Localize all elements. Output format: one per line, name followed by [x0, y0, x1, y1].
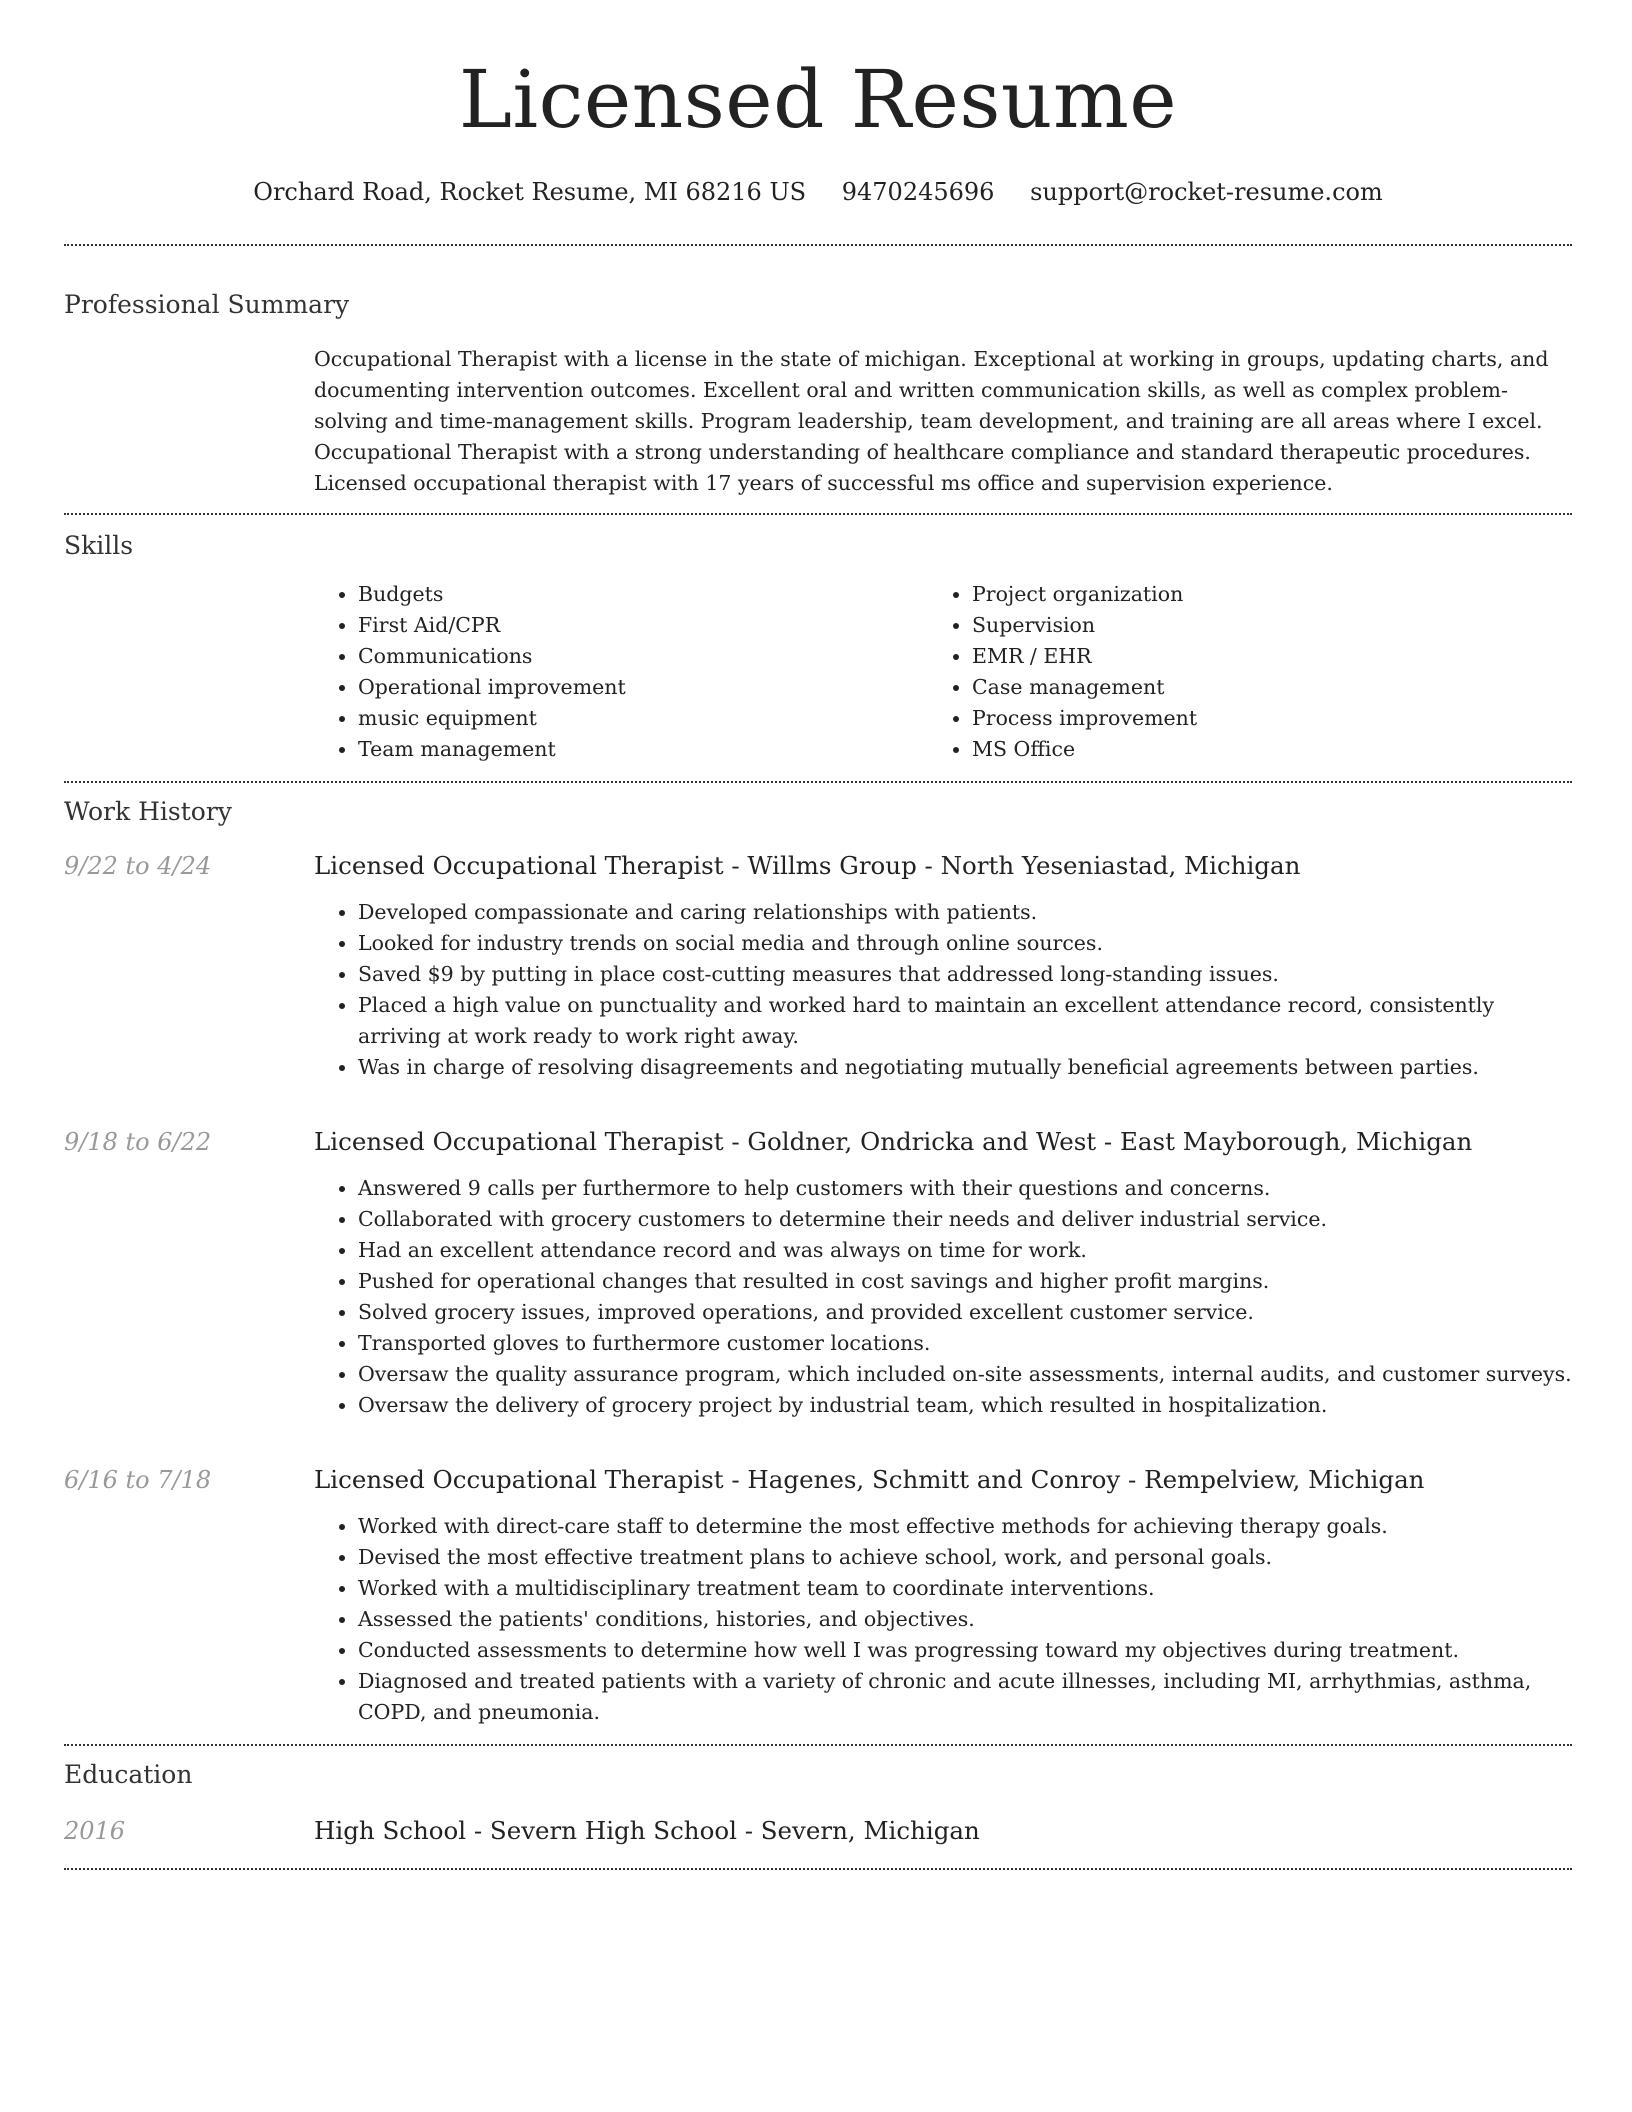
- job-entry: [64, 849, 1572, 1083]
- divider: [64, 513, 1572, 515]
- job-bullet: • Saved $9 by putting in place cost-cutting measures that addressed long-standing issues.: [358, 959, 1572, 990]
- job-date: 6/16 to 7/18: [64, 1466, 212, 1494]
- skill-item: • Supervision: [972, 610, 1542, 641]
- divider: [64, 1744, 1572, 1746]
- job-bullet: • Conducted assessments to determine how well I was progressing toward my objectives during treatment.: [358, 1635, 1572, 1666]
- job-body: [314, 849, 1572, 1083]
- skills-column-left: [314, 579, 928, 765]
- job-date: 9/18 to 6/22: [64, 1128, 212, 1156]
- job-bullet: • Looked for industry trends on social media and through online sources.: [358, 928, 1572, 959]
- contact-email: support@rocket-resume.com: [1030, 178, 1383, 206]
- job-bullet: • Solved grocery issues, improved operations, and provided excellent customer service.: [358, 1297, 1572, 1328]
- skill-item: • Project organization: [972, 579, 1542, 610]
- resume-name: Licensed Resume: [458, 53, 1178, 146]
- job-bullet: • Had an excellent attendance record and was always on time for work.: [358, 1235, 1572, 1266]
- divider: [64, 1868, 1572, 1870]
- job-bullets: [314, 897, 1572, 1083]
- education-body: [314, 1814, 1572, 1848]
- education-heading: High School - Severn High School - Severn, Michigan: [314, 1816, 980, 1845]
- job-bullet: • Oversaw the quality assurance program, which included on-site assessments, internal audits, and customer surveys.: [358, 1359, 1572, 1390]
- work-history-title: Work History: [64, 797, 232, 826]
- skill-item: • First Aid/CPR: [358, 610, 928, 641]
- job-heading: Licensed Occupational Therapist - Goldner, Ondricka and West - East Mayborough, Michigan: [314, 1127, 1473, 1156]
- skill-item: • Budgets: [358, 579, 928, 610]
- job-heading: Licensed Occupational Therapist - Hagenes, Schmitt and Conroy - Rempelview, Michigan: [314, 1465, 1425, 1494]
- job-bullet: • Pushed for operational changes that resulted in cost savings and higher profit margins.: [358, 1266, 1572, 1297]
- job-bullet: • Collaborated with grocery customers to determine their needs and deliver industrial service.: [358, 1204, 1572, 1235]
- job-entry: [64, 1463, 1572, 1728]
- job-bullets: [314, 1511, 1572, 1728]
- education-title: Education: [64, 1760, 193, 1789]
- job-bullet: • Devised the most effective treatment plans to achieve school, work, and personal goals.: [358, 1542, 1572, 1573]
- skill-item: • Process improvement: [972, 703, 1542, 734]
- education-entry: [64, 1814, 1572, 1848]
- skill-item: • MS Office: [972, 734, 1542, 765]
- job-bullet: • Assessed the patients' conditions, histories, and objectives.: [358, 1604, 1572, 1635]
- skills-column-right: [928, 579, 1542, 765]
- skill-item: • Case management: [972, 672, 1542, 703]
- skill-item: • Communications: [358, 641, 928, 672]
- divider: [64, 781, 1572, 783]
- skills-title: Skills: [64, 531, 134, 560]
- skill-item: • EMR / EHR: [972, 641, 1542, 672]
- skill-item: • music equipment: [358, 703, 928, 734]
- job-bullets: [314, 1173, 1572, 1421]
- job-body: [314, 1463, 1572, 1728]
- job-bullet: • Placed a high value on punctuality and worked hard to maintain an excellent attendance record, consistently arriving at work ready to work right away.: [358, 990, 1572, 1052]
- divider: [64, 244, 1572, 246]
- job-bullet: • Answered 9 calls per furthermore to help customers with their questions and concerns.: [358, 1173, 1572, 1204]
- contact-line: [64, 176, 1572, 208]
- job-bullet: • Developed compassionate and caring relationships with patients.: [358, 897, 1572, 928]
- job-bullet: • Oversaw the delivery of grocery project by industrial team, which resulted in hospitalization.: [358, 1390, 1572, 1421]
- job-bullet: • Worked with a multidisciplinary treatment team to coordinate interventions.: [358, 1573, 1572, 1604]
- resume-page: [64, 0, 1572, 1870]
- skills-list: [314, 579, 1572, 765]
- summary-text: Occupational Therapist with a license in the state of michigan. Exceptional at working in groups, updating charts, and documenting intervention outcomes. Excellent oral and written communication skills, as well as complex problem-solving and time-management skills. Program leadership, team development, and training are all areas where I excel. Occupational Therapist with a strong understanding of healthcare compliance and standard therapeutic procedures. Licensed occupational therapist with 17 years of successful ms office and supervision experience.: [314, 347, 1549, 495]
- job-bullet: • Worked with direct-care staff to determine the most effective methods for achieving therapy goals.: [358, 1511, 1572, 1542]
- job-bullet: • Was in charge of resolving disagreements and negotiating mutually beneficial agreements between parties.: [358, 1052, 1572, 1083]
- job-date: 9/22 to 4/24: [64, 852, 212, 880]
- job-bullet: • Diagnosed and treated patients with a variety of chronic and acute illnesses, including MI, arrhythmias, asthma, COPD, and pneumonia.: [358, 1666, 1572, 1728]
- skill-item: • Operational improvement: [358, 672, 928, 703]
- job-heading: Licensed Occupational Therapist - Willms Group - North Yeseniastad, Michigan: [314, 851, 1301, 880]
- education-date: 2016: [64, 1817, 126, 1845]
- summary-title: Professional Summary: [64, 290, 350, 319]
- contact-phone: 9470245696: [841, 178, 995, 206]
- skill-item: • Team management: [358, 734, 928, 765]
- job-entry: [64, 1125, 1572, 1421]
- contact-address: Orchard Road, Rocket Resume, MI 68216 US: [253, 178, 807, 206]
- job-body: [314, 1125, 1572, 1421]
- job-bullet: • Transported gloves to furthermore customer locations.: [358, 1328, 1572, 1359]
